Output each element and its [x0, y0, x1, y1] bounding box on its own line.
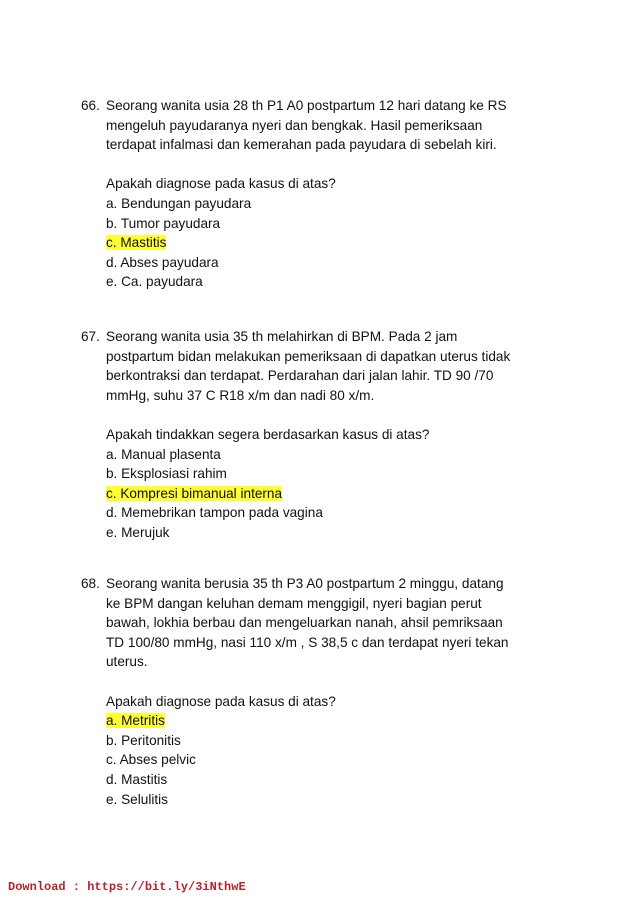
question-stem-line: TD 100/80 mmHg, nasi 110 x/m , S 38,5 c dan terdapat nyeri tekan — [106, 634, 509, 650]
option-c — [106, 750, 581, 770]
option-d — [106, 503, 581, 523]
option-e — [106, 523, 581, 543]
option-d — [106, 253, 581, 273]
question-body — [106, 96, 581, 292]
question-67 — [81, 327, 581, 543]
question-stem-line: Seorang wanita usia 28 th P1 A0 postpartum 12 hari datang ke RS — [106, 98, 507, 113]
option-a-highlighted-answer — [106, 711, 581, 731]
question-stem-line: postpartum bidan melakukan pemeriksaan di dapatkan uterus tidak — [106, 348, 511, 364]
question-prompt: Apakah diagnose pada kasus di atas? — [106, 693, 336, 709]
question-stem-line: bawah, lokhia berbau dan mengeluarkan nanah, ahsil pemriksaan — [106, 615, 503, 631]
question-stem-line: mmHg, suhu 37 C R18 x/m dan nadi 80 x/m. — [106, 387, 375, 403]
question-68 — [81, 574, 581, 809]
question-stem-line: terdapat infalmasi dan kemerahan pada payudara di sebelah kiri. — [106, 137, 497, 153]
question-prompt: Apakah tindakkan segera berdasarkan kasus di atas? — [106, 426, 430, 442]
option-e — [106, 790, 581, 810]
question-number: 68. — [81, 576, 100, 591]
download-link[interactable]: Download : https://bit.ly/3iNthwE — [8, 880, 246, 894]
option-text: b. Eksplosiasi rahim — [106, 466, 227, 482]
option-a — [106, 445, 581, 465]
question-stem-line: Seorang wanita usia 35 th melahirkan di BPM. Pada 2 jam — [106, 329, 458, 344]
option-c-highlighted-answer — [106, 233, 581, 253]
option-text: c. Abses pelvic — [106, 752, 196, 768]
option-b — [106, 464, 581, 484]
option-text: c. Mastitis — [106, 235, 167, 251]
option-text: e. Selulitis — [106, 791, 168, 807]
question-stem-line: berkontraksi dan terdapat. Perdarahan dari jalan lahir. TD 90 /70 — [106, 368, 494, 384]
option-text: d. Memebrikan tampon pada vagina — [106, 505, 323, 521]
option-text: c. Kompresi bimanual interna — [106, 485, 283, 501]
option-text: d. Abses payudara — [106, 254, 219, 270]
option-text: b. Tumor payudara — [106, 215, 221, 231]
question-stem-line: mengeluh payudaranya nyeri dan bengkak. Hasil pemeriksaan — [106, 117, 483, 133]
option-b — [106, 731, 581, 751]
question-prompt: Apakah diagnose pada kasus di atas? — [106, 176, 336, 192]
option-text: e. Ca. payudara — [106, 274, 203, 290]
option-e — [106, 272, 581, 292]
option-text: a. Manual plasenta — [106, 446, 221, 462]
question-stem-line: Seorang wanita berusia 35 th P3 A0 postpartum 2 minggu, datang — [106, 576, 504, 591]
option-text: e. Merujuk — [106, 524, 170, 540]
question-number: 67. — [81, 329, 100, 344]
option-text: a. Metritis — [106, 713, 165, 729]
option-d — [106, 770, 581, 790]
question-stem-line: uterus. — [106, 654, 148, 670]
option-text: d. Mastitis — [106, 771, 168, 787]
question-66 — [81, 96, 581, 292]
question-number: 66. — [81, 98, 100, 113]
question-body — [106, 574, 581, 809]
option-text: b. Peritonitis — [106, 732, 181, 748]
option-a — [106, 194, 581, 214]
option-c-highlighted-answer — [106, 484, 581, 504]
option-b — [106, 214, 581, 234]
question-body — [106, 327, 581, 543]
option-text: a. Bendungan payudara — [106, 195, 252, 211]
question-stem-line: ke BPM dangan keluhan demam menggigil, nyeri bagian perut — [106, 595, 482, 611]
